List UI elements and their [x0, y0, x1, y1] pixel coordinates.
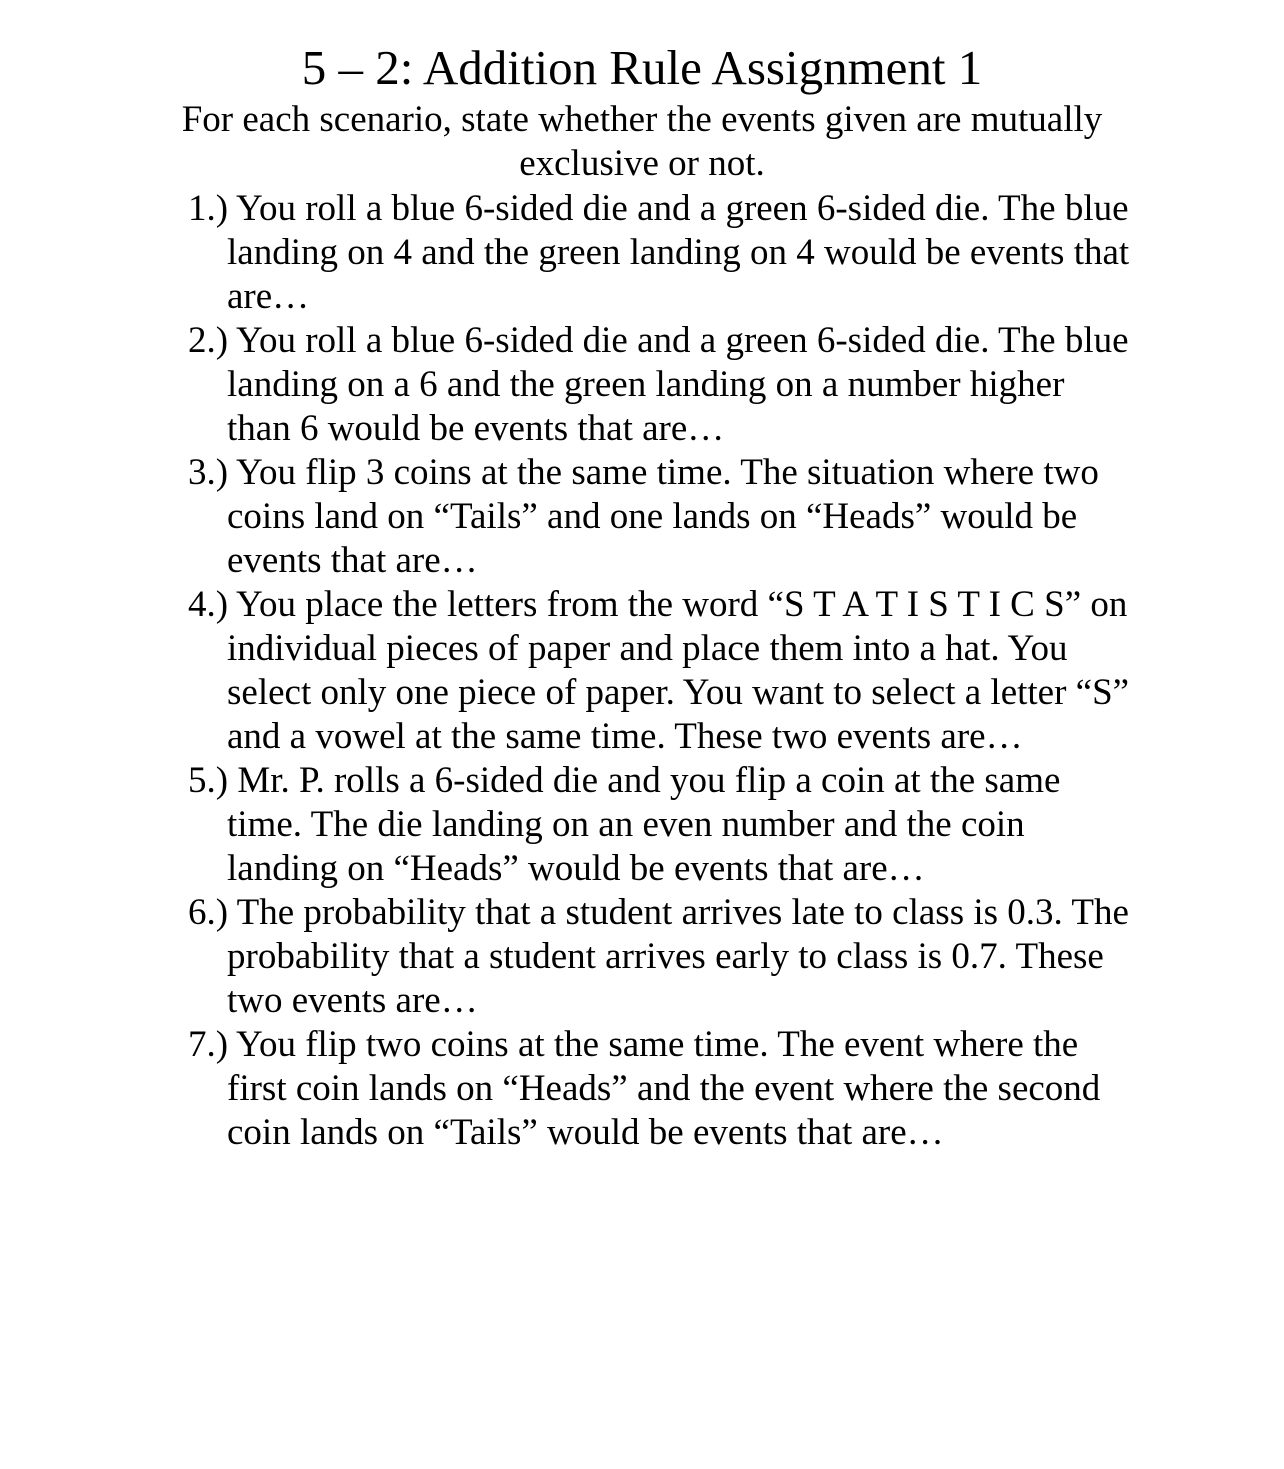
question-item-3: 3.) You flip 3 coins at the same time. The situation where two coins land on “Tails” and one lands on “Heads” would be events that are…	[188, 452, 1099, 581]
page-title: 5 – 2: Addition Rule Assignment 1	[301, 40, 983, 95]
question-item-5: 5.) Mr. P. rolls a 6-sided die and you flip a coin at the same time. The die landing on an even number and the coin landing on “Heads” would be events that are…	[188, 760, 1061, 889]
question-item-7: 7.) You flip two coins at the same time. The event where the first coin lands on “Heads” and the event where the second coin lands on “Tails” would be events that are…	[188, 1024, 1101, 1153]
question-item-1: 1.) You roll a blue 6-sided die and a green 6-sided die. The blue landing on 4 and the green landing on 4 would be events that are…	[188, 188, 1130, 317]
question-item-2: 2.) You roll a blue 6-sided die and a green 6-sided die. The blue landing on a 6 and the green landing on a number higher than 6 would be events that are…	[188, 320, 1129, 449]
question-item-6: 6.) The probability that a student arrives late to class is 0.3. The probability that a student arrives early to class is 0.7. These two events are…	[188, 892, 1129, 1021]
question-item-4: 4.) You place the letters from the word “S T A T I S T I C S” on individual pieces of paper and place them into a hat. You select only one piece of paper. You want to select a letter “S” and a vowel at the same time. These two events are…	[188, 584, 1130, 757]
instructions-text: For each scenario, state whether the events given are mutually exclusive or not.	[181, 99, 1103, 184]
question-list	[188, 187, 1133, 1155]
